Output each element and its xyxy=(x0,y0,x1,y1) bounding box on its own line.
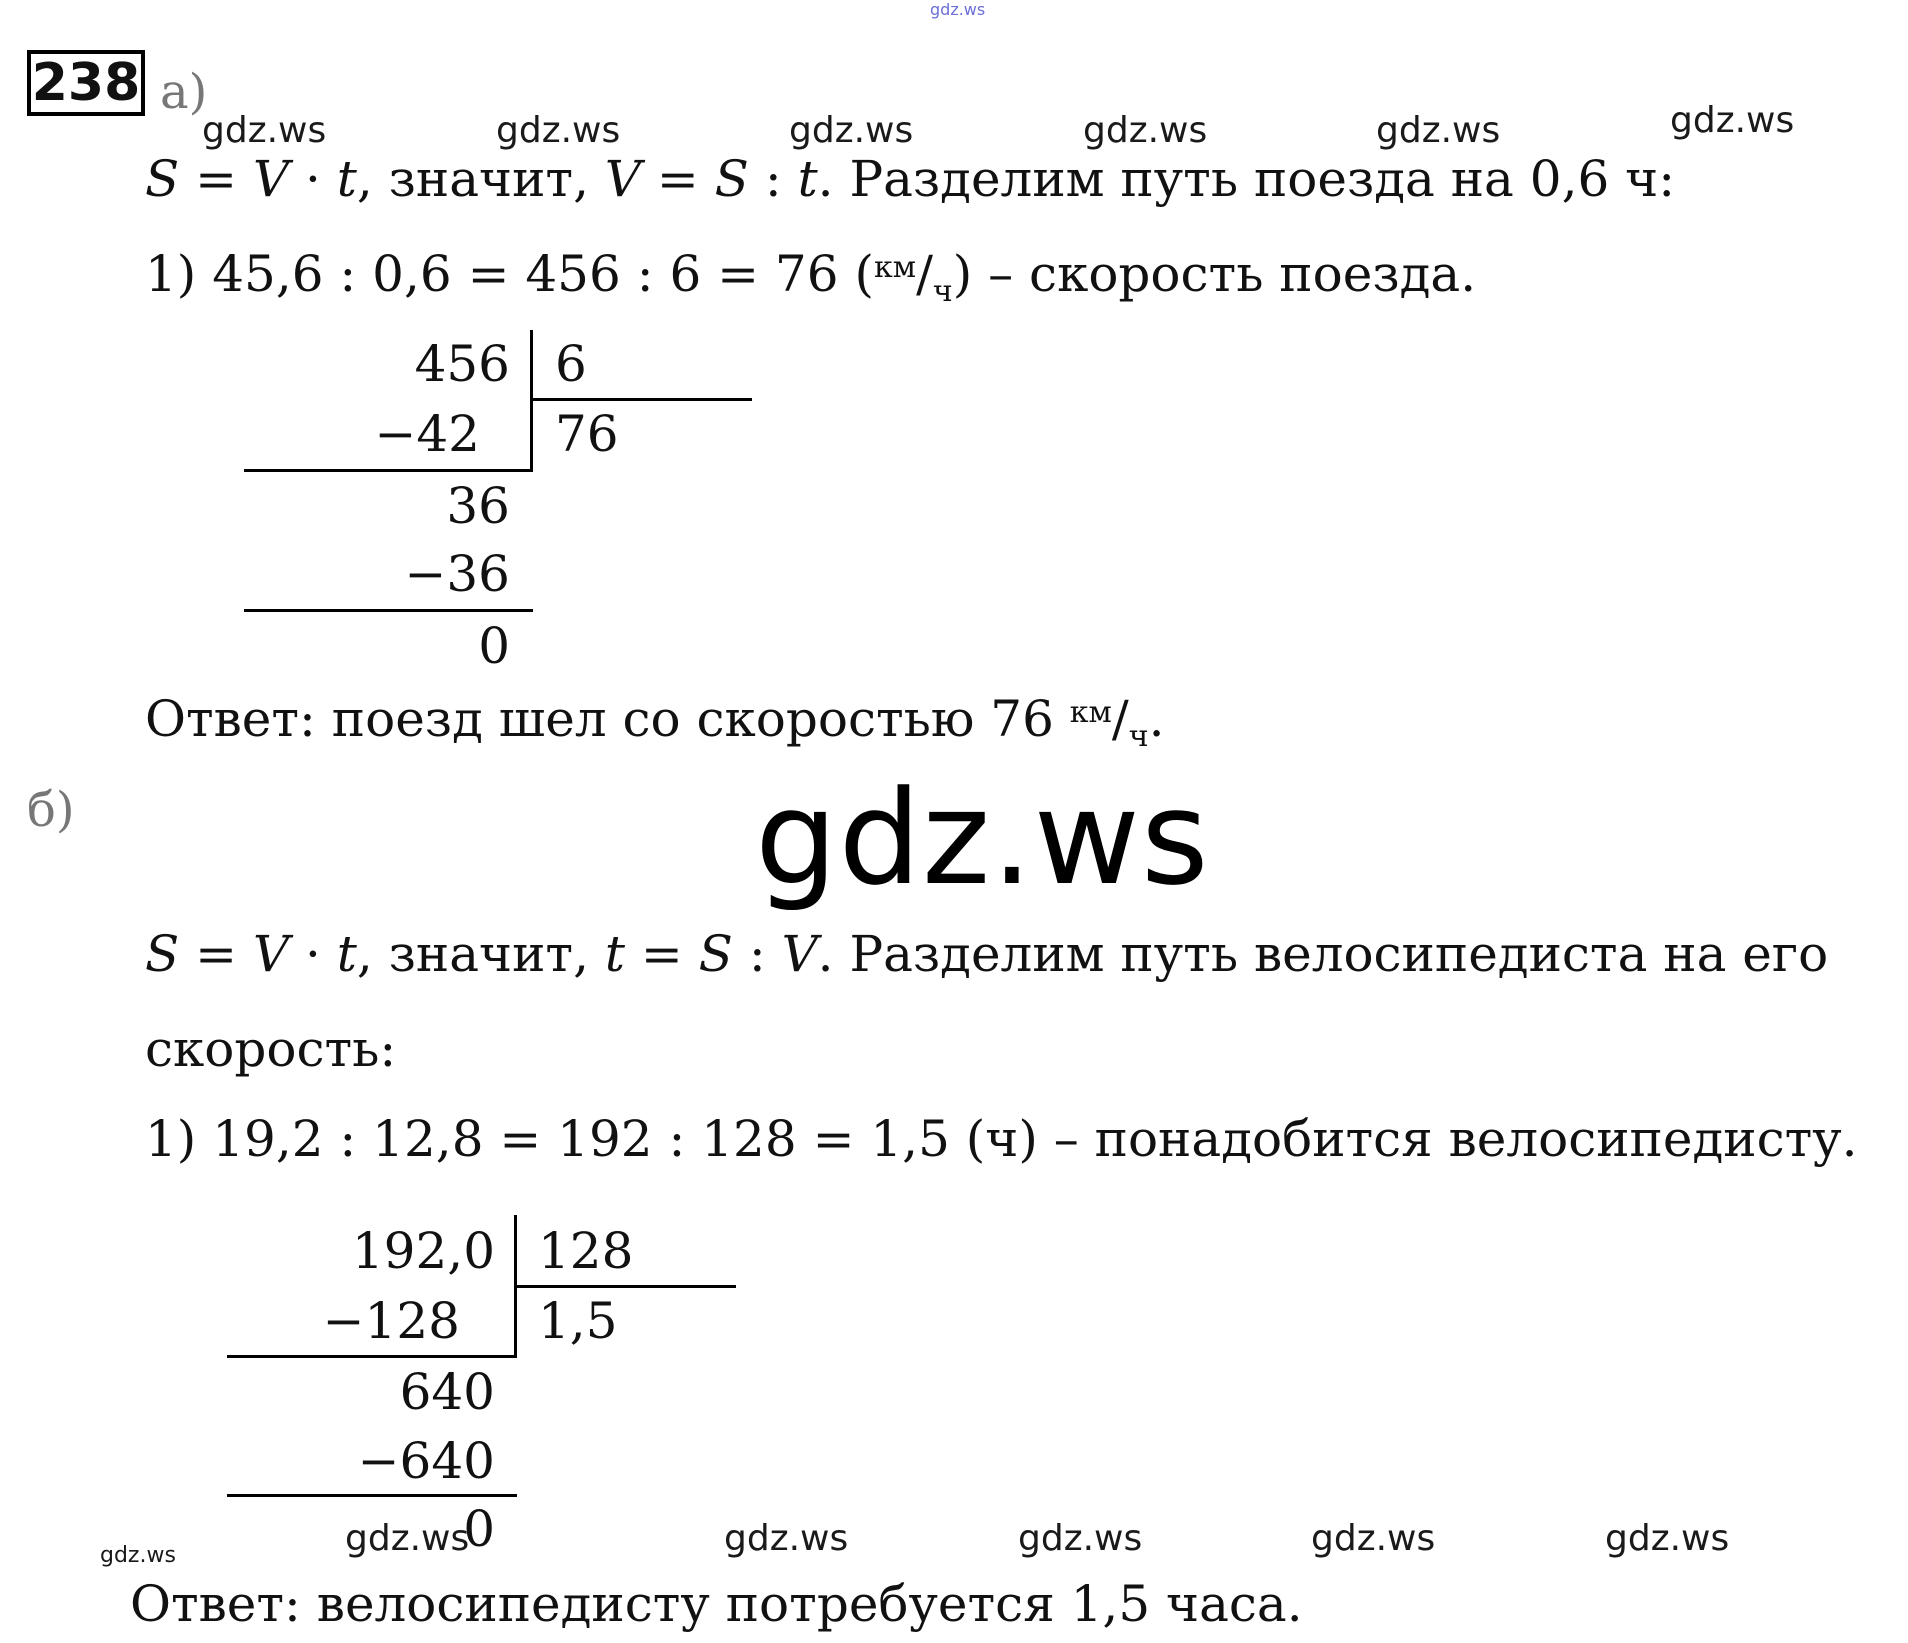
watermark-big: gdz.ws xyxy=(755,762,1210,914)
quotient: 1,5 xyxy=(538,1292,618,1350)
divisor: 128 xyxy=(538,1222,634,1280)
watermark: gdz.ws xyxy=(1670,100,1795,141)
division-underline xyxy=(227,1355,517,1358)
watermark: gdz.ws xyxy=(100,1543,176,1568)
part-b-formula: S = V · t, значит, t = S : V. Разделим путь велосипедиста на его xyxy=(145,925,1829,983)
watermark: gdz.ws xyxy=(1018,1518,1143,1559)
watermark: gdz.ws xyxy=(1083,110,1208,151)
watermark: gdz.ws xyxy=(345,1518,470,1559)
remainder: 640 xyxy=(399,1363,495,1421)
remainder: 0 xyxy=(463,1500,495,1558)
subtrahend: −128 xyxy=(322,1292,460,1350)
division-bar-divisor xyxy=(530,398,752,401)
watermark: gdz.ws xyxy=(724,1518,849,1559)
part-b-answer: Ответ: велосипедисту потребуется 1,5 часа. xyxy=(130,1575,1303,1633)
division-underline xyxy=(244,609,533,612)
watermark: gdz.ws xyxy=(1311,1518,1436,1559)
part-b-formula-continuation: скорость: xyxy=(145,1020,397,1078)
quotient: 76 xyxy=(555,405,619,463)
division-bar-divisor xyxy=(514,1285,736,1288)
division-bar-vertical xyxy=(530,330,533,472)
divisor: 6 xyxy=(555,335,587,393)
watermark: gdz.ws xyxy=(789,110,914,151)
watermark: gdz.ws xyxy=(1376,110,1501,151)
watermark: gdz.ws xyxy=(1605,1518,1730,1559)
watermark-top: gdz.ws xyxy=(930,0,986,19)
remainder: 0 xyxy=(478,617,510,675)
part-a-answer: Ответ: поезд шел со скоростью 76 $^{км}/_ч$. xyxy=(145,690,1165,754)
part-a-formula: S = V · t, значит, V = S : t. Разделим путь поезда на 0,6 ч: xyxy=(145,150,1676,208)
subtrahend: −36 xyxy=(404,545,510,603)
division-underline xyxy=(227,1494,517,1497)
subtrahend: −42 xyxy=(374,405,480,463)
watermark: gdz.ws xyxy=(496,110,621,151)
subtrahend: −640 xyxy=(357,1432,495,1490)
remainder: 36 xyxy=(446,477,510,535)
dividend: 456 xyxy=(414,335,510,393)
dividend: 192,0 xyxy=(351,1222,495,1280)
part-b-label: б) xyxy=(27,782,75,838)
part-a-label: а) xyxy=(160,64,208,120)
watermark: gdz.ws xyxy=(202,110,327,151)
part-a-step: 1) 45,6 : 0,6 = 456 : 6 = 76 $(^{км}/_ч)$ – скорость поезда. xyxy=(145,245,1477,309)
part-b-step: 1) 19,2 : 12,8 = 192 : 128 = 1,5 (ч) – понадобится велосипедисту. xyxy=(145,1110,1858,1168)
problem-number: 238 xyxy=(27,50,145,116)
division-underline xyxy=(244,469,533,472)
